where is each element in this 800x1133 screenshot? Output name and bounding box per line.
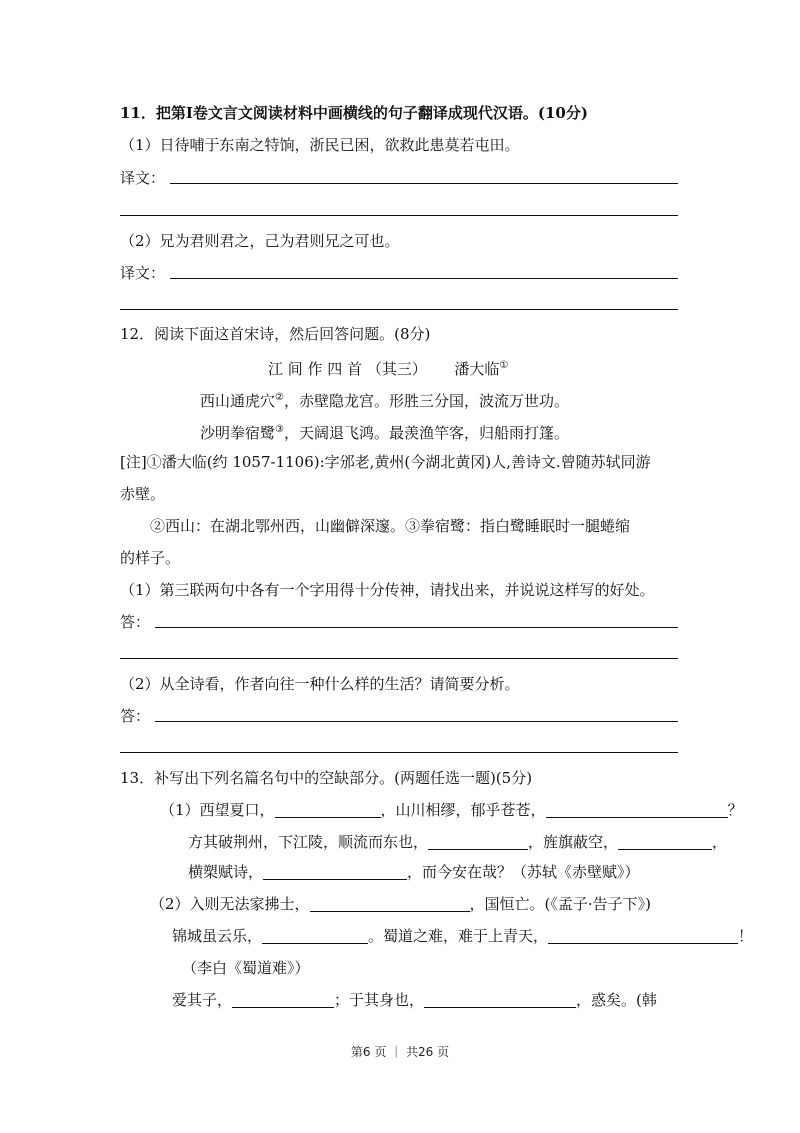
answer-line[interactable]	[155, 627, 678, 628]
fill-blank[interactable]	[546, 801, 728, 818]
q13-text: （2）入则无法家拂士，	[150, 895, 310, 913]
q13-text: ，山川相缪，郁乎苍苍，	[380, 801, 546, 819]
q11-sentence-1: （1）日待哺于东南之特饷，浙民已困，欲救此患莫若屯田。	[120, 136, 520, 154]
poem-line-1	[200, 388, 569, 411]
q13-line-5	[172, 926, 753, 946]
fill-blank[interactable]	[618, 833, 712, 850]
q11-answer-label-2: 译文：	[120, 264, 166, 282]
q13-text: （1）西望夏口，	[160, 801, 275, 819]
answer-line[interactable]	[120, 658, 678, 659]
q13-text: ，旌旗蔽空，	[528, 833, 619, 851]
q13-text: ？	[727, 801, 743, 819]
q12-sub-2: （2）从全诗看，作者向往一种什么样的生活？请简要分析。	[120, 675, 520, 693]
q13-text: ，	[712, 833, 728, 851]
answer-line[interactable]	[120, 215, 678, 216]
poem-line-2	[200, 420, 569, 443]
q11-title: 11．把第Ⅰ卷文言文阅读材料中画横线的句子翻译成现代汉语。(10分)	[120, 104, 588, 122]
answer-line[interactable]	[170, 183, 678, 184]
fill-blank[interactable]	[310, 895, 470, 912]
q13-line-3	[188, 862, 640, 882]
fill-blank[interactable]	[263, 863, 407, 880]
note-mark: ②	[275, 392, 284, 403]
poem-author: 潘大临	[454, 360, 500, 378]
q13-line-1	[160, 800, 743, 820]
q13-line-4	[150, 894, 651, 914]
poem-title: 江 间 作 四 首 （其三）	[268, 360, 427, 378]
note-mark: ①	[499, 360, 509, 371]
poem-text: 西山通虎穴	[200, 392, 276, 410]
fill-blank[interactable]	[424, 991, 576, 1008]
note-2-cont: 的样子。	[120, 549, 181, 567]
q12-title: 12．阅读下面这首宋诗，然后回答问题。(8分)	[120, 325, 431, 343]
q12-answer-label-1: 答：	[120, 613, 151, 631]
poem-text: 沙明拳宿鹭	[200, 424, 276, 442]
q12-answer-label-2: 答：	[120, 707, 151, 725]
answer-line[interactable]	[120, 752, 678, 753]
q13-text: ；于其身也，	[334, 991, 425, 1009]
fill-blank[interactable]	[262, 927, 368, 944]
note-1: [注]①潘大临(约 1057-1106):字邠老,黄州(今湖北黄冈)人,善诗文.曾随苏轼同游	[120, 453, 651, 471]
note-1-cont: 赤壁。	[120, 485, 166, 503]
q13-line-6: （李白《蜀道难》）	[182, 959, 310, 977]
q13-text: 爱其子，	[172, 991, 233, 1009]
q13-text: 横槊赋诗，	[188, 863, 264, 881]
q13-text: ，而今安在哉？（苏轼《赤壁赋》）	[407, 863, 640, 881]
poem-title-line	[268, 356, 508, 379]
q12-sub-1: （1）第三联两句中各有一个字用得十分传神，请找出来，并说说这样写的好处。	[120, 581, 655, 599]
poem-text: ，天阔退飞鸿。最羡渔竿客，归船雨打篷。	[283, 424, 569, 442]
q13-text: ！	[738, 927, 754, 945]
answer-line[interactable]	[155, 721, 678, 722]
q13-title: 13．补写出下列名篇名句中的空缺部分。(两题任选一题)(5分)	[120, 769, 533, 787]
fill-blank[interactable]	[428, 833, 528, 850]
q13-text: 。蜀道之难，难于上青天，	[368, 927, 549, 945]
fill-blank[interactable]	[548, 927, 738, 944]
q13-line-2	[188, 832, 727, 852]
q11-answer-label-1: 译文：	[120, 169, 166, 187]
q13-text: 锦城虽云乐，	[172, 927, 263, 945]
poem-text: ，赤壁隐龙宫。形胜三分国，波流万世功。	[283, 392, 569, 410]
q13-text: 方其破荆州，下江陵，顺流而东也，	[188, 833, 429, 851]
answer-line[interactable]	[170, 278, 678, 279]
q13-text: ，国恒亡。(《孟子·告子下》)	[469, 895, 652, 913]
note-mark: ③	[275, 424, 284, 435]
fill-blank[interactable]	[275, 801, 381, 818]
q11-sentence-2: （2）兄为君则君之，己为君则兄之可也。	[120, 232, 400, 250]
fill-blank[interactable]	[232, 991, 334, 1008]
q13-line-7	[172, 990, 657, 1010]
page-footer: 第6 页 ｜ 共26 页	[350, 1045, 450, 1059]
note-2: ②西山：在湖北鄂州西，山幽僻深邃。③拳宿鹭：指白鹭睡眠时一腿蜷缩	[150, 517, 631, 535]
answer-line[interactable]	[120, 309, 678, 310]
q13-text: ，惑矣。(韩	[576, 991, 657, 1009]
